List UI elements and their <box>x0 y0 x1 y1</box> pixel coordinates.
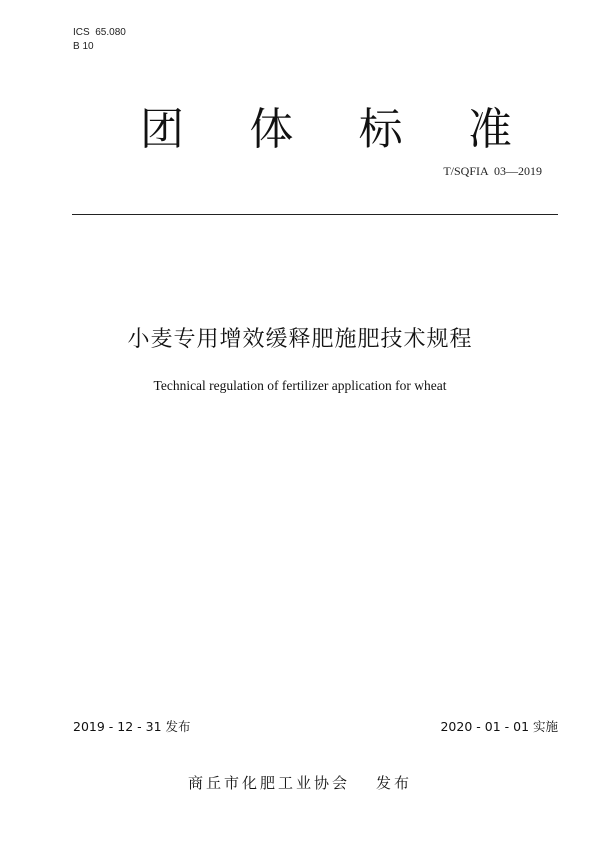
heading-char-2: 体 <box>249 104 294 155</box>
standard-number: T/SQFIA 03—2019 <box>443 164 542 178</box>
document-title-chinese: 小麦专用增效缓释肥施肥技术规程 <box>127 327 473 352</box>
heading-char-4: 准 <box>467 104 512 155</box>
standard-type-heading <box>140 100 512 160</box>
classification-codes <box>73 26 126 54</box>
publisher-line <box>0 772 600 793</box>
heading-char-1: 团 <box>140 104 184 155</box>
publisher-action: 发布 <box>376 774 413 792</box>
heading-char-3: 标 <box>358 104 403 155</box>
header-divider <box>72 214 558 215</box>
publisher-name: 商丘市化肥工业协会 <box>187 774 350 792</box>
issue-date: 2019 - 12 - 31 发布 <box>73 719 191 734</box>
ics-code: ICS 65.080 <box>73 27 126 38</box>
ccs-code: B 10 <box>73 41 94 52</box>
implementation-date: 2020 - 01 - 01 实施 <box>440 719 558 734</box>
document-title-english: Technical regulation of fertilizer application for wheat <box>153 378 447 393</box>
